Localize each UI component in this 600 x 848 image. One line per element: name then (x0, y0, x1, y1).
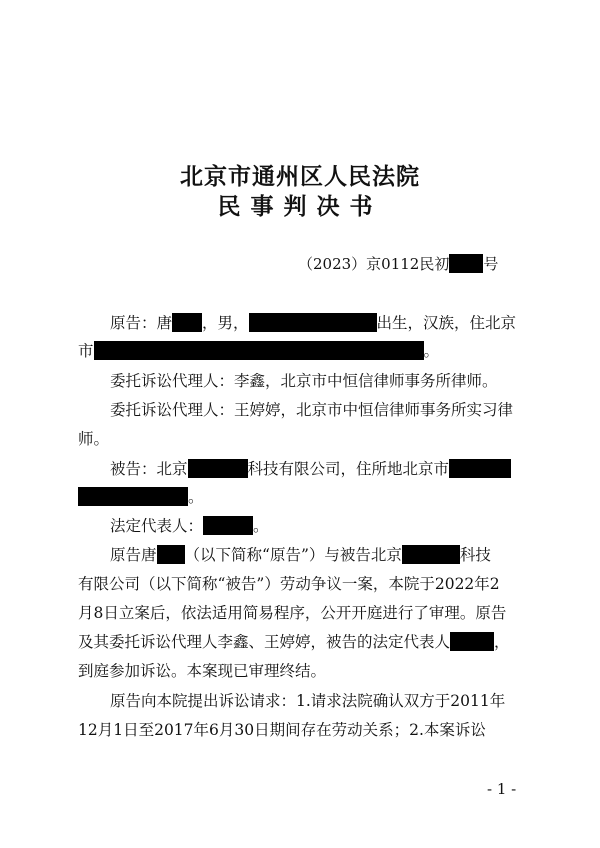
redaction-bar (172, 313, 202, 332)
defendant-address-line (78, 486, 204, 508)
p1-line-3: 月8日立案后，依法适用简易程序，公开开庭进行了审理。原告 (78, 604, 507, 622)
p1-text-a: 原告唐 (110, 546, 157, 564)
case-number-suffix: 号 (483, 255, 499, 273)
plaintiff-info-1: ，男， (202, 314, 249, 332)
agent-1-line: 委托诉讼代理人：李鑫，北京市中恒信律师事务所律师。 (110, 372, 498, 390)
redaction-bar (249, 313, 377, 332)
court-name: 北京市通州区人民法院 (180, 163, 420, 190)
case-number-prefix: （2023）京0112民初 (298, 255, 450, 273)
legal-rep-end: 。 (253, 517, 269, 535)
redaction-bar (94, 341, 424, 360)
case-number (298, 253, 498, 274)
document-type: 民事判决书 (217, 193, 383, 220)
defendant-info: 科技有限公司，住所地北京市 (247, 460, 450, 478)
p1-l4-text-b: ， (494, 633, 510, 651)
p1-line-2: 有限公司（以下简称“被告”）劳动争议一案，本院于2022年2 (78, 575, 500, 593)
redaction-bar (188, 459, 248, 478)
plaintiff-info-2: 出生，汉族，住北京 (376, 314, 517, 332)
redaction-bar (402, 545, 460, 564)
redaction-bar (449, 459, 511, 478)
redaction-bar (157, 545, 185, 564)
page-number: - 1 - (487, 780, 517, 798)
agent-2-line-cont: 师。 (78, 430, 110, 448)
legal-rep-label: 法定代表人： (110, 517, 204, 535)
redaction-bar (450, 632, 494, 651)
p2-line-2: 12月1日至2017年6月30日期间存在劳动关系；2.本案诉讼 (78, 721, 486, 739)
p1-line-1 (110, 544, 491, 566)
plaintiff-addr-end: 。 (423, 342, 440, 360)
redaction-bar (449, 254, 483, 273)
plaintiff-address-line (78, 340, 439, 362)
plaintiff-label: 原告：唐 (110, 314, 173, 332)
redaction-bar (78, 487, 188, 506)
plaintiff-line (110, 312, 516, 334)
plaintiff-addr-start: 市 (78, 342, 94, 360)
defendant-label: 被告：北京 (110, 460, 188, 478)
p1-line-5: 到庭参加诉讼。本案现已审理终结。 (78, 662, 327, 680)
agent-2-line: 委托诉讼代理人：王婷婷，北京市中恒信律师事务所实习律 (110, 401, 514, 419)
p1-text-b: （以下简称“原告”）与被告北京 (184, 546, 402, 564)
p1-l4-text-a: 及其委托诉讼代理人李鑫、王婷婷，被告的法定代表人 (78, 633, 451, 651)
p2-line-1: 原告向本院提出诉讼请求：1.请求法院确认双方于2011年 (110, 692, 506, 710)
p1-text-c: 科技 (459, 546, 491, 564)
redaction-bar (203, 516, 253, 535)
p1-line-4 (78, 631, 510, 653)
defendant-line (110, 458, 511, 480)
legal-rep-line (110, 515, 269, 537)
defendant-addr-end: 。 (188, 488, 204, 506)
